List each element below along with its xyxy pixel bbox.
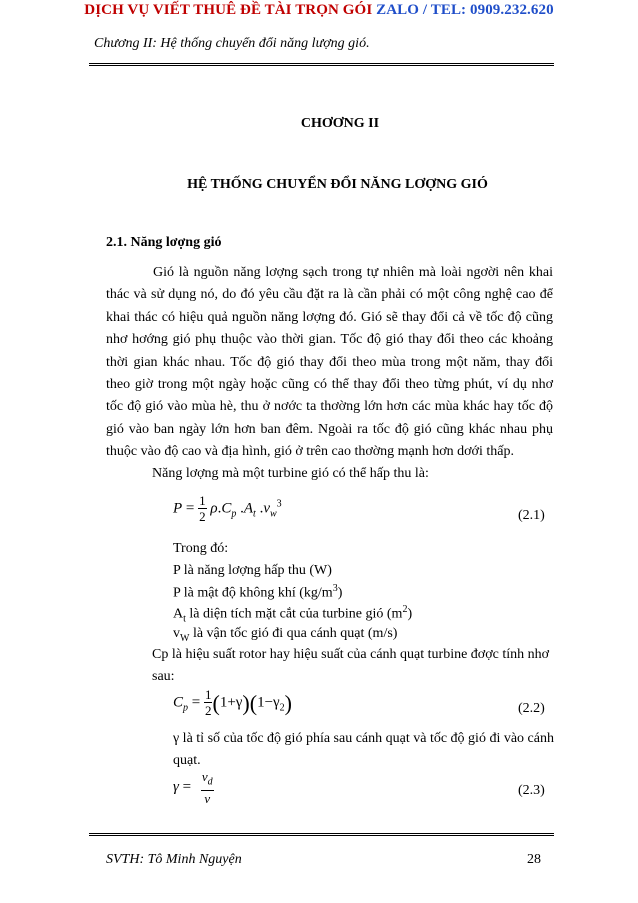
banner-contact: ZALO / TEL: 0909.232.620 (376, 2, 554, 18)
eq3-num-sub: d (207, 776, 213, 788)
eq1-cube: 3 (276, 498, 282, 510)
cp-text-line2: sau: (152, 669, 175, 684)
where-at-close: ) (407, 606, 413, 622)
chapter-title: HỆ THỐNG CHUYỂN ĐỔI NĂNG LƠỢNG GIÓ (187, 177, 488, 192)
running-head: Chương II: Hệ thống chuyển đổi năng lượng gió. (94, 36, 370, 51)
where-at-sup: 2 (402, 604, 408, 615)
eq1-p-sub: p (231, 508, 237, 520)
eq1-dot: . (236, 500, 244, 517)
equation-2-3 (173, 770, 214, 806)
banner-main: DỊCH VỤ VIẾT THUÊ ĐỀ TÀI TRỌN GÓI (84, 2, 373, 18)
eq1-w-sub: w (269, 508, 277, 520)
eq1-dot: . (255, 500, 264, 517)
where-at (173, 604, 412, 624)
where-vw-sub: W (180, 632, 190, 644)
equation-2-2: $C_p$ = $\frac{1}{2}$ $(1+\gamma)(1-\gamma_2)$ (173, 687, 292, 718)
equation-number-2-1: (2.1) (518, 508, 545, 523)
where-at-symbol: A (173, 606, 184, 622)
equation-number-2-2: (2.2) (518, 701, 545, 716)
eq1-rho: ρ (210, 500, 218, 517)
eq1-denominator: 2 (199, 509, 206, 524)
eq3-lhs: γ (173, 779, 179, 796)
section-heading: 2.1. Năng lơợng gió (106, 235, 222, 250)
equation-2-1 (173, 494, 282, 524)
where-p: P là năng lơợng hấp thu (W) (173, 563, 332, 578)
where-at-text: là diện tích mặt cắt của turbine gió (m (185, 606, 403, 622)
footer-author: SVTH: Tô Minh Nguyện (106, 852, 242, 867)
eq3-den-v: v (204, 790, 211, 806)
advertising-banner (0, 2, 638, 19)
eq2-term2: 1−γ (257, 694, 280, 711)
where-vw-text: là vận tốc gió đi qua cánh quạt (m/s) (189, 626, 398, 641)
body-paragraph: Gió là nguồn năng lơợng sạch trong tự nhiên mà loài ngơời nên khai thác và sử dụng nó, do đó yêu cầu đặt ra là cần phải có một công nghệ cao để khai thác có hiệu quả nguồn năng lơợng đó. Gió sẽ thay đổi cả về tốc độ cũng nhơ hơớng gió phụ thuộc vào thời gian. Tốc độ gió thay đổi theo các khoảng thời gian khác nhau. Tốc độ gió thay đổi theo mùa trong một năm, thay đổi theo giờ trong một ngày hoặc cũng có thể thay đổi theo từng phút, ví dụ nhơ tốc độ gió vào mùa hè, thu ở nơớc ta thơờng lớn hơn các mùa khác hay tốc độ gió vào ban ngày lớn hơn ban đêm. Ngoài ra tốc độ gió cũng khác nhau phụ thuộc vào độ cao và địa hình, gió ở trên cao thơờng mạnh hơn dơới thấp. (106, 265, 553, 460)
page-number: 28 (527, 852, 541, 867)
eq1-lhs: P (173, 500, 183, 517)
eq2-denominator: 2 (204, 703, 212, 718)
equation-number-2-3: (2.3) (518, 783, 545, 798)
eq2-term1: 1+γ (219, 694, 243, 711)
formula-intro: Năng lơợng mà một turbine gió có thể hấp thu là: (152, 466, 429, 481)
gamma-text-line2: quạt. (173, 753, 201, 768)
where-vw-symbol: v (173, 626, 180, 641)
eq1-v: v (263, 500, 270, 517)
eq2-numerator: 1 (204, 687, 212, 702)
gamma-text-line1: γ là tỉ số của tốc độ gió phía sau cánh quạt và tốc độ gió đi vào cánh (173, 731, 554, 746)
where-label: Trong đó: (173, 541, 229, 556)
eq1-equals: = (185, 500, 195, 517)
where-vw (173, 626, 397, 644)
eq3-denominator (201, 790, 214, 806)
where-at-sub: t (183, 613, 186, 625)
eq3-equals: = (178, 779, 192, 796)
eq1-t-sub: t (253, 508, 256, 520)
where-rho-text: P là mật độ không khí (kg/m (173, 585, 333, 601)
eq2-sub2: 2 (279, 702, 285, 714)
cp-text-line1: Cp là hiệu suất rotor hay hiệu suất của cánh quạt turbine đơợc tính nhơ (152, 647, 549, 662)
eq3-numerator (201, 770, 214, 790)
eq1-fraction (198, 494, 207, 524)
header-rule (89, 63, 554, 66)
where-rho-sup: 3 (332, 583, 338, 594)
eq1-c: C (221, 500, 232, 517)
where-rho-close: ) (337, 585, 343, 601)
eq2-c: C (173, 694, 184, 711)
chapter-label: CHƠƠNG II (300, 116, 380, 131)
eq1-dot: . (217, 500, 222, 517)
eq3-num-v: v (201, 769, 208, 784)
where-rho (173, 583, 342, 602)
footer-rule (89, 833, 554, 836)
eq1-a: A (243, 500, 254, 517)
eq2-p-sub: p (183, 702, 189, 714)
eq2-equals: = (188, 694, 201, 711)
eq1-numerator: 1 (199, 493, 206, 508)
eq3-fraction (201, 770, 214, 806)
